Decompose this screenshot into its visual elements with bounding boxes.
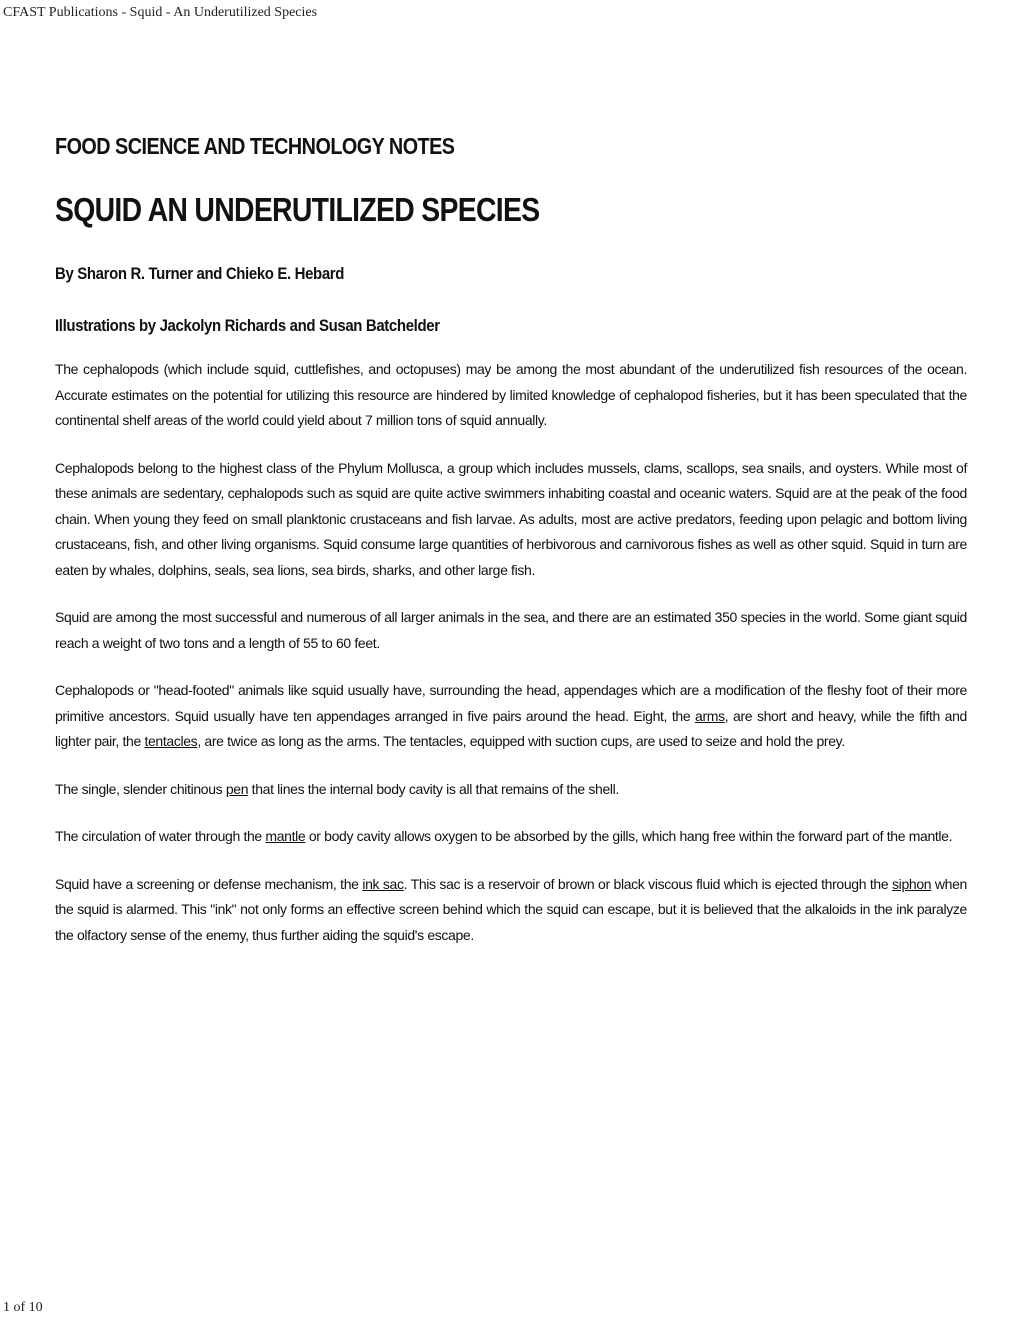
article-body: [55, 357, 967, 948]
print-header: CFAST Publications - Squid - An Underutilized Species: [3, 5, 318, 20]
paragraph-6-text-1: The circulation of water through the: [55, 828, 266, 844]
article-kicker: FOOD SCIENCE AND TECHNOLOGY NOTES: [55, 133, 455, 159]
arms-link[interactable]: arms: [695, 707, 725, 724]
ink-sac-link[interactable]: ink sac: [362, 875, 404, 892]
paragraph-4: [55, 678, 967, 755]
paragraph-4-text-1: Cephalopods or "head-footed" animals like squid usually have, surrounding the head, appendages which are a modification of the fleshy foot of their more primitive ancestors. Squid usually have ten appendages arranged in five pairs around the head. Eight, the: [55, 682, 967, 724]
tentacles-link[interactable]: tentacles: [144, 733, 198, 749]
paragraph-1: The cephalopods (which include squid, cuttlefishes, and octopuses) may be among the most abundant of the underutilized fish resources of the ocean. Accurate estimates on the potential for utilizing this resource are hindered by limited knowledge of cephalopod fisheries, but it has been speculated that the continental shelf areas of the world could yield about 7 million tons of squid annually.: [55, 361, 967, 428]
siphon-link[interactable]: siphon: [892, 875, 932, 892]
page-count: 1 of 10: [3, 1300, 43, 1315]
paragraph-7-text-2: . This sac is a reservoir of brown or black viscous fluid which is ejected through the: [403, 875, 893, 892]
paragraph-7: [55, 872, 967, 949]
paragraph-7-text-1: Squid have a screening or defense mechanism, the: [55, 875, 363, 892]
paragraph-5-text-2: that lines the internal body cavity is all that remains of the shell.: [248, 780, 619, 797]
paragraph-5: [55, 777, 967, 803]
paragraph-4-text-2: , are short and heavy, while the fifth and lighter pair, the: [55, 707, 967, 749]
pen-link[interactable]: pen: [225, 780, 249, 797]
article-byline: By Sharon R. Turner and Chieko E. Hebard: [55, 264, 345, 283]
paragraph-2: Cephalopods belong to the highest class of the Phylum Mollusca, a group which includes mussels, clams, scallops, sea snails, and oysters. While most of these animals are sedentary, cephalopods such as squid are quite active swimmers inhabiting coastal and oceanic waters. Squid are at the peak of the food chain. When young they feed on small planktonic crustaceans and fish larvae. As adults, most are active predators, feeding upon pelagic and bottom living crustaceans, fish, and other living organisms. Squid consume large quantities of herbivorous and carnivorous fishes as well as other squid. Squid in turn are eaten by whales, dolphins, seals, sea lions, sea birds, sharks, and other large fish.: [55, 459, 967, 578]
mantle-link[interactable]: mantle: [265, 828, 306, 844]
article-title: SQUID AN UNDERUTILIZED SPECIES: [55, 191, 540, 228]
article: [55, 130, 967, 970]
article-illustrators: Illustrations by Jackolyn Richards and Susan Batchelder: [55, 316, 440, 335]
paragraph-3: Squid are among the most successful and numerous of all larger animals in the sea, and there are an estimated 350 species in the world. Some giant squid reach a weight of two tons and a length of 55 to 60 feet.: [55, 609, 967, 651]
paragraph-7-text-3: when the squid is alarmed. This "ink" not only forms an effective screen behind which the squid can escape, but it is believed that the alkaloids in the ink paralyze the olfactory sense of the enemy, thus further aiding the squid's escape.: [55, 875, 967, 943]
paragraph-6-text-2: or body cavity allows oxygen to be absorbed by the gills, which hang free within the forward part of the mantle.: [305, 828, 953, 844]
paragraph-4-text-3: , are twice as long as the arms. The tentacles, equipped with suction cups, are used to seize and hold the prey.: [197, 733, 845, 749]
paragraph-6: [55, 824, 967, 850]
paragraph-5-text-1: The single, slender chitinous: [55, 780, 226, 797]
